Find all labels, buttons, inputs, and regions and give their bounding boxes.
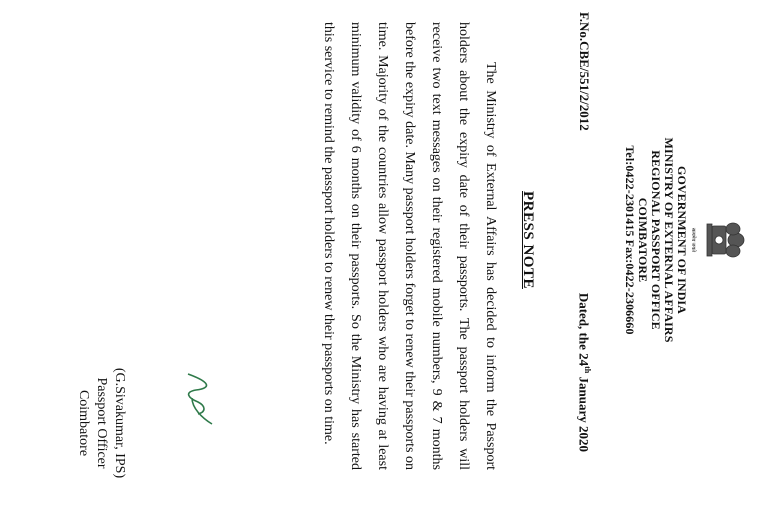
dated-superscript: th [583,366,592,374]
dated-suffix: January 2020 [576,373,592,452]
header-government: GOVERNMENT OF INDIA [675,166,689,314]
header-contact: Tel:0422-2301415 Fax:0422-2306660 [623,145,637,335]
officer-name: (G.Sivakumar, IPS) [112,367,127,479]
officer-designation: Passport Officer [94,377,109,469]
officer-place: Coimbatore [76,389,91,457]
national-emblem-icon [698,214,750,266]
press-note-body: The Ministry of External Affairs has decided to inform the Passport holders about the expiry date of their passports. The passport holders will receive two text messages on their registered mobile numbers, 9 & 7 months before the expiry date. Many passport holders forget to renew their passports on time. Majority of the countries allow passport holders who are having at least minimum validity of 6 months on their passports. So the Ministry has started this service to remind the passport holders to renew their passports on time. [321,22,498,471]
press-note-title: PRESS NOTE [520,191,536,289]
dated-prefix: Dated, the 24 [576,292,592,367]
header-city: COIMBATORE [636,197,650,283]
emblem-motto: सत्यमेव जयते [690,227,695,253]
signature-block [74,348,128,498]
handwritten-signature [180,368,218,428]
file-number: F.No.CBE/551/2/2012 [577,12,592,131]
dated-line [576,293,592,452]
header-ministry: MINISTRY OF EXTERNAL AFFAIRS [662,137,676,343]
header-office: REGIONAL PASSPORT OFFICE [649,150,663,330]
